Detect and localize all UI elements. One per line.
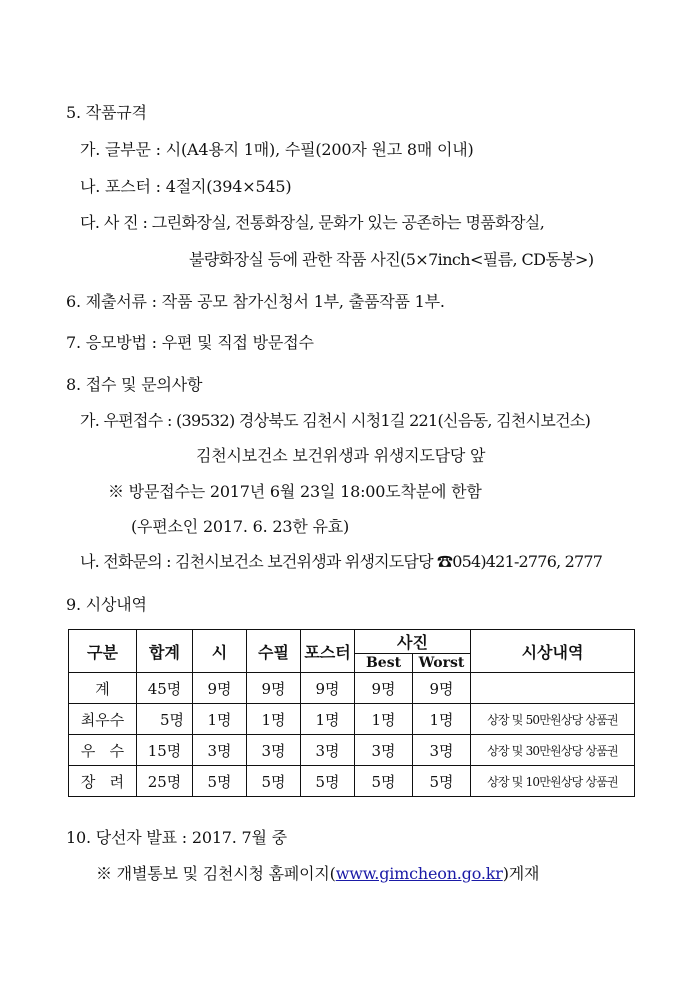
header-poem: 시 xyxy=(193,630,247,673)
header-photo-worst: Worst xyxy=(413,654,471,673)
section-8-heading: 8. 접수 및 문의사항 xyxy=(66,375,203,394)
table-row xyxy=(69,704,635,735)
row-label: 계 xyxy=(69,673,137,704)
section-8-item-a-line1: 가. 우편접수 : (39532) 경상북도 김천시 시청1길 221(신음동, 김천시보건소) xyxy=(80,411,591,430)
cell-prize: 상장 및 10만원상당 상품권 xyxy=(471,766,635,797)
header-poster: 포스터 xyxy=(301,630,355,673)
header-division: 구분 xyxy=(69,630,137,673)
cell-poem: 1명 xyxy=(193,704,247,735)
cell-total: 15명 xyxy=(137,735,193,766)
section-5-item-c-line2: 불량화장실 등에 관한 작품 사진(5×7inch<필름, CD동봉>) xyxy=(189,250,594,269)
cell-worst: 1명 xyxy=(413,704,471,735)
cell-essay: 3명 xyxy=(247,735,301,766)
cell-poster: 5명 xyxy=(301,766,355,797)
cell-best: 1명 xyxy=(355,704,413,735)
cell-poster: 3명 xyxy=(301,735,355,766)
table-row xyxy=(69,766,635,797)
section-7: 7. 응모방법 : 우편 및 직접 방문접수 xyxy=(66,333,314,352)
section-5-item-b: 나. 포스터 : 4절지(394×545) xyxy=(80,177,292,196)
cell-best: 3명 xyxy=(355,735,413,766)
section-10-note-prefix: ※ 개별통보 및 김천시청 홈페이지( xyxy=(96,864,336,883)
row-label: 장 려 xyxy=(69,766,137,797)
cell-worst: 3명 xyxy=(413,735,471,766)
section-8-note-visit: ※ 방문접수는 2017년 6월 23일 18:00도착분에 한함 xyxy=(108,482,482,501)
cell-total: 25명 xyxy=(137,766,193,797)
cell-essay: 1명 xyxy=(247,704,301,735)
header-total: 합계 xyxy=(137,630,193,673)
cell-prize: 상장 및 30만원상당 상품권 xyxy=(471,735,635,766)
section-10-note-suffix: )게재 xyxy=(502,864,540,883)
table-row xyxy=(69,735,635,766)
section-5-item-a: 가. 글부문 : 시(A4용지 1매), 수필(200자 원고 8매 이내) xyxy=(80,140,474,159)
award-table xyxy=(68,629,635,797)
homepage-link[interactable]: www.gimcheon.go.kr xyxy=(335,864,503,883)
header-photo-best: Best xyxy=(355,654,413,673)
section-8-note-postmark: (우편소인 2017. 6. 23한 유효) xyxy=(131,517,350,536)
row-label: 최우수 xyxy=(69,704,137,735)
cell-poem: 5명 xyxy=(193,766,247,797)
cell-essay: 5명 xyxy=(247,766,301,797)
header-prize: 시상내역 xyxy=(471,630,635,673)
section-8-item-a-line2: 김천시보건소 보건위생과 위생지도담당 앞 xyxy=(196,446,486,465)
section-8-item-b: 나. 전화문의 : 김천시보건소 보건위생과 위생지도담당 ☎054)421-2776, 2777 xyxy=(80,552,603,571)
cell-poem: 9명 xyxy=(193,673,247,704)
section-10-heading: 10. 당선자 발표 : 2017. 7월 중 xyxy=(66,828,287,847)
cell-prize: 상장 및 50만원상당 상품권 xyxy=(471,704,635,735)
cell-poster: 9명 xyxy=(301,673,355,704)
cell-best: 9명 xyxy=(355,673,413,704)
cell-best: 5명 xyxy=(355,766,413,797)
cell-worst: 5명 xyxy=(413,766,471,797)
cell-worst: 9명 xyxy=(413,673,471,704)
header-photo: 사진 xyxy=(355,630,471,654)
cell-essay: 9명 xyxy=(247,673,301,704)
section-9-heading: 9. 시상내역 xyxy=(66,595,147,614)
cell-poster: 1명 xyxy=(301,704,355,735)
section-5-heading: 5. 작품규격 xyxy=(66,103,147,122)
section-5-item-c-line1: 다. 사 진 : 그린화장실, 전통화장실, 문화가 있는 공존하는 명품화장실, xyxy=(80,213,545,232)
table-row xyxy=(69,673,635,704)
cell-total: 45명 xyxy=(137,673,193,704)
header-essay: 수필 xyxy=(247,630,301,673)
section-6: 6. 제출서류 : 작품 공모 참가신청서 1부, 출품작품 1부. xyxy=(66,292,445,311)
cell-prize xyxy=(471,673,635,704)
cell-total: 5명 xyxy=(137,704,193,735)
row-label: 우 수 xyxy=(69,735,137,766)
cell-poem: 3명 xyxy=(193,735,247,766)
section-10-note xyxy=(96,861,539,884)
